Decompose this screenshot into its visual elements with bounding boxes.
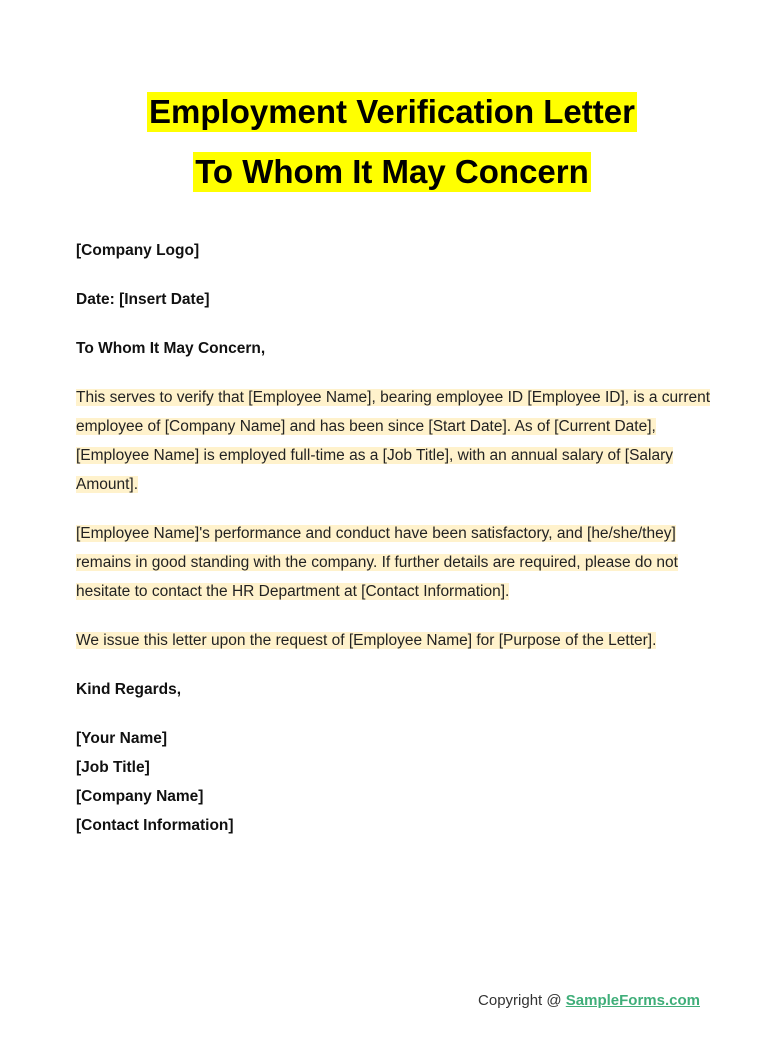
signature-name: [Your Name]	[76, 730, 168, 747]
paragraph-text: This serves to verify that [Employee Name], bearing employee ID [Employee ID], is a current employee of [Company Name] and has been since [Start Date]. As of [Current Date], [Employee Name] is employed full-time as a [Job Title], with an annual salary of [Salary Amount].	[76, 389, 711, 493]
subtitle-row	[0, 152, 784, 212]
page-subtitle: To Whom It May Concern	[195, 153, 589, 190]
paragraph-purpose	[76, 626, 712, 655]
brand-link[interactable]: SampleForms.com	[565, 992, 700, 1009]
paragraph-verification	[76, 383, 712, 499]
closing: Kind Regards,	[76, 681, 182, 698]
signature-job-title: [Job Title]	[76, 759, 150, 776]
signature-contact: [Contact Information]	[76, 817, 234, 834]
paragraph-performance	[76, 519, 712, 606]
signature-block	[76, 724, 712, 840]
footer-copyright	[478, 992, 700, 1009]
signature-company: [Company Name]	[76, 788, 204, 805]
page-title: Employment Verification Letter	[149, 93, 635, 130]
date-line: Date: [Insert Date]	[76, 291, 210, 308]
company-logo-placeholder: [Company Logo]	[76, 242, 200, 259]
letter-body	[76, 236, 712, 840]
copyright-prefix: Copyright @	[478, 992, 566, 1009]
letter-title-block	[0, 92, 784, 212]
salutation: To Whom It May Concern,	[76, 340, 266, 357]
paragraph-text: We issue this letter upon the request of [Employee Name] for [Purpose of the Letter].	[76, 632, 657, 649]
paragraph-text: [Employee Name]'s performance and conduct have been satisfactory, and [he/she/they] remains in good standing with the company. If further details are required, please do not hesitate to contact the HR Department at [Contact Information].	[76, 525, 678, 600]
title-row	[0, 92, 784, 152]
